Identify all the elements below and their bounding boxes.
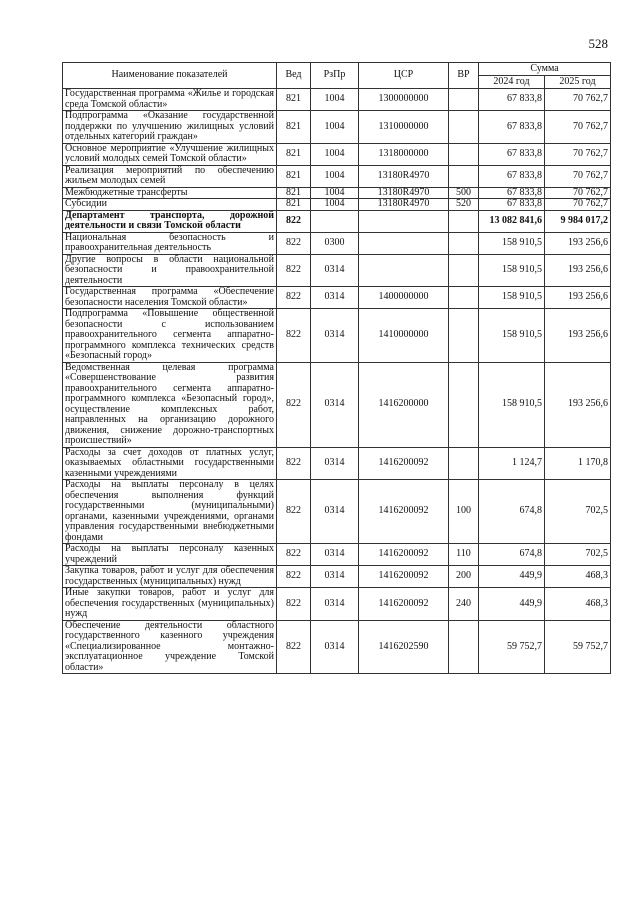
- cell-name: Государственная программа «Обеспечение безопасности населения Томской области»: [63, 287, 277, 309]
- cell-csr: 1416202590: [359, 620, 449, 674]
- cell-csr: [359, 210, 449, 232]
- cell-vr: [449, 210, 479, 232]
- header-vr: ВР: [449, 63, 479, 89]
- cell-sum-2024: 674,8: [479, 544, 545, 566]
- cell-sum-2025: 70 762,7: [545, 143, 611, 165]
- cell-sum-2024: 67 833,8: [479, 187, 545, 199]
- cell-vr: 500: [449, 187, 479, 199]
- cell-sum-2024: 59 752,7: [479, 620, 545, 674]
- cell-rzpr: [311, 210, 359, 232]
- cell-name: Обеспечение деятельности областного государственного казенного учреждения «Специализированное монтажно-эксплуатационное учреждение Томской области»: [63, 620, 277, 674]
- cell-vr: [449, 447, 479, 480]
- cell-sum-2024: 449,9: [479, 588, 545, 621]
- table-body: [63, 89, 611, 674]
- header-rzpr: РзПр: [311, 63, 359, 89]
- cell-sum-2024: 13 082 841,6: [479, 210, 545, 232]
- cell-name: Расходы за счет доходов от платных услуг, оказываемых областными государственными казенными учреждениями: [63, 447, 277, 480]
- cell-name: Подпрограмма «Повышение общественной безопасности с использованием правоохранительного сегмента аппаратно-программного комплекса технических средств «Безопасный город»: [63, 309, 277, 363]
- cell-vr: 100: [449, 480, 479, 544]
- cell-ved: 821: [277, 89, 311, 111]
- cell-sum-2024: 67 833,8: [479, 111, 545, 144]
- cell-sum-2024: 67 833,8: [479, 89, 545, 111]
- cell-csr: 1310000000: [359, 111, 449, 144]
- budget-table: [62, 62, 611, 674]
- cell-sum-2025: 70 762,7: [545, 187, 611, 199]
- cell-csr: 1300000000: [359, 89, 449, 111]
- cell-sum-2025: 193 256,6: [545, 254, 611, 287]
- table-row: [63, 143, 611, 165]
- table-row: [63, 254, 611, 287]
- page-number: 528: [588, 36, 608, 51]
- cell-ved: 822: [277, 480, 311, 544]
- cell-csr: 1400000000: [359, 287, 449, 309]
- cell-rzpr: 1004: [311, 89, 359, 111]
- table-row: [63, 362, 611, 447]
- cell-sum-2025: 468,3: [545, 566, 611, 588]
- cell-rzpr: 1004: [311, 187, 359, 199]
- header-csr: ЦСР: [359, 63, 449, 89]
- cell-sum-2025: 193 256,6: [545, 362, 611, 447]
- cell-rzpr: 0314: [311, 620, 359, 674]
- table-row: [63, 588, 611, 621]
- cell-ved: 822: [277, 210, 311, 232]
- table-row: [63, 187, 611, 199]
- table-row: [63, 210, 611, 232]
- cell-rzpr: 1004: [311, 199, 359, 211]
- cell-vr: [449, 143, 479, 165]
- cell-rzpr: 0314: [311, 566, 359, 588]
- cell-name: Иные закупки товаров, работ и услуг для обеспечения государственных (муниципальных) нужд: [63, 588, 277, 621]
- cell-csr: [359, 232, 449, 254]
- cell-ved: 822: [277, 287, 311, 309]
- table-row: [63, 566, 611, 588]
- cell-ved: 821: [277, 111, 311, 144]
- cell-ved: 822: [277, 447, 311, 480]
- cell-sum-2025: 70 762,7: [545, 89, 611, 111]
- header-sum: Сумма: [479, 63, 611, 76]
- cell-ved: 822: [277, 566, 311, 588]
- header-name: Наименование показателей: [63, 63, 277, 89]
- cell-name: Основное мероприятие «Улучшение жилищных условий молодых семей Томской области»: [63, 143, 277, 165]
- cell-name: Подпрограмма «Оказание государственной поддержки по улучшению жилищных условий отдельных категорий граждан»: [63, 111, 277, 144]
- cell-sum-2025: 193 256,6: [545, 232, 611, 254]
- cell-sum-2025: 193 256,6: [545, 309, 611, 363]
- cell-sum-2025: 193 256,6: [545, 287, 611, 309]
- cell-sum-2024: 67 833,8: [479, 165, 545, 187]
- cell-sum-2024: 158 910,5: [479, 254, 545, 287]
- cell-ved: 822: [277, 544, 311, 566]
- cell-vr: 110: [449, 544, 479, 566]
- cell-vr: [449, 165, 479, 187]
- cell-vr: [449, 362, 479, 447]
- cell-vr: [449, 287, 479, 309]
- cell-csr: 1416200092: [359, 447, 449, 480]
- table-row: [63, 287, 611, 309]
- cell-rzpr: 1004: [311, 111, 359, 144]
- cell-name: Департамент транспорта, дорожной деятельности и связи Томской области: [63, 210, 277, 232]
- header-ved: Вед: [277, 63, 311, 89]
- cell-vr: [449, 620, 479, 674]
- cell-ved: 822: [277, 309, 311, 363]
- cell-sum-2025: 1 170,8: [545, 447, 611, 480]
- cell-sum-2024: 67 833,8: [479, 199, 545, 211]
- cell-csr: [359, 254, 449, 287]
- cell-ved: 822: [277, 254, 311, 287]
- cell-sum-2025: 9 984 017,2: [545, 210, 611, 232]
- cell-vr: 200: [449, 566, 479, 588]
- cell-sum-2024: 158 910,5: [479, 362, 545, 447]
- cell-rzpr: 0314: [311, 362, 359, 447]
- cell-sum-2025: 702,5: [545, 544, 611, 566]
- cell-vr: [449, 232, 479, 254]
- cell-name: Ведомственная целевая программа «Совершенствование развития правоохранительного сегмента аппаратно-программного комплекса «Безопасный город», осуществление комплексных работ, направленных на организацию дорожного движения, снижение дорожно-транспортных происшествий»: [63, 362, 277, 447]
- cell-vr: [449, 111, 479, 144]
- cell-vr: [449, 309, 479, 363]
- cell-rzpr: 0314: [311, 480, 359, 544]
- cell-rzpr: 0300: [311, 232, 359, 254]
- cell-ved: 822: [277, 362, 311, 447]
- table-row: [63, 89, 611, 111]
- cell-name: Расходы на выплаты персоналу в целях обеспечения выполнения функций государственными (муниципальными) органами, казенными учреждениями, органами управления государственными внебюджетными фондами: [63, 480, 277, 544]
- cell-sum-2025: 70 762,7: [545, 111, 611, 144]
- table-row: [63, 447, 611, 480]
- cell-sum-2024: 67 833,8: [479, 143, 545, 165]
- cell-csr: 1416200092: [359, 480, 449, 544]
- cell-sum-2024: 158 910,5: [479, 287, 545, 309]
- cell-csr: 1410000000: [359, 309, 449, 363]
- cell-rzpr: 0314: [311, 254, 359, 287]
- cell-name: Государственная программа «Жилье и городская среда Томской области»: [63, 89, 277, 111]
- cell-csr: 13180R4970: [359, 199, 449, 211]
- cell-sum-2024: 674,8: [479, 480, 545, 544]
- cell-csr: 1416200092: [359, 566, 449, 588]
- cell-ved: 821: [277, 143, 311, 165]
- cell-sum-2024: 158 910,5: [479, 309, 545, 363]
- cell-rzpr: 0314: [311, 287, 359, 309]
- cell-ved: 822: [277, 620, 311, 674]
- cell-sum-2025: 468,3: [545, 588, 611, 621]
- table-row: [63, 232, 611, 254]
- table-row: [63, 544, 611, 566]
- table-row: [63, 165, 611, 187]
- cell-name: Реализация мероприятий по обеспечению жильем молодых семей: [63, 165, 277, 187]
- header-year-2025: 2025 год: [545, 76, 611, 89]
- cell-sum-2024: 158 910,5: [479, 232, 545, 254]
- cell-ved: 821: [277, 165, 311, 187]
- cell-csr: 13180R4970: [359, 187, 449, 199]
- cell-vr: [449, 89, 479, 111]
- cell-csr: 1416200092: [359, 588, 449, 621]
- cell-sum-2024: 449,9: [479, 566, 545, 588]
- cell-rzpr: 0314: [311, 447, 359, 480]
- cell-rzpr: 0314: [311, 544, 359, 566]
- cell-sum-2025: 70 762,7: [545, 199, 611, 211]
- cell-vr: 240: [449, 588, 479, 621]
- cell-name: Расходы на выплаты персоналу казенных учреждений: [63, 544, 277, 566]
- cell-name: Субсидии: [63, 199, 277, 211]
- cell-ved: 821: [277, 187, 311, 199]
- cell-ved: 822: [277, 588, 311, 621]
- cell-name: Национальная безопасность и правоохранительная деятельность: [63, 232, 277, 254]
- cell-csr: 1318000000: [359, 143, 449, 165]
- table-row: [63, 480, 611, 544]
- table-row: [63, 199, 611, 211]
- cell-rzpr: 0314: [311, 309, 359, 363]
- cell-name: Другие вопросы в области национальной безопасности и правоохранительной деятельности: [63, 254, 277, 287]
- cell-csr: 1416200092: [359, 544, 449, 566]
- cell-name: Закупка товаров, работ и услуг для обеспечения государственных (муниципальных) нужд: [63, 566, 277, 588]
- cell-ved: 821: [277, 199, 311, 211]
- cell-rzpr: 1004: [311, 143, 359, 165]
- cell-rzpr: 0314: [311, 588, 359, 621]
- table-row: [63, 309, 611, 363]
- cell-vr: 520: [449, 199, 479, 211]
- cell-ved: 822: [277, 232, 311, 254]
- table-row: [63, 620, 611, 674]
- cell-csr: 13180R4970: [359, 165, 449, 187]
- cell-sum-2024: 1 124,7: [479, 447, 545, 480]
- cell-sum-2025: 70 762,7: [545, 165, 611, 187]
- cell-rzpr: 1004: [311, 165, 359, 187]
- cell-name: Межбюджетные трансферты: [63, 187, 277, 199]
- cell-sum-2025: 59 752,7: [545, 620, 611, 674]
- cell-csr: 1416200000: [359, 362, 449, 447]
- header-year-2024: 2024 год: [479, 76, 545, 89]
- cell-vr: [449, 254, 479, 287]
- cell-sum-2025: 702,5: [545, 480, 611, 544]
- table-row: [63, 111, 611, 144]
